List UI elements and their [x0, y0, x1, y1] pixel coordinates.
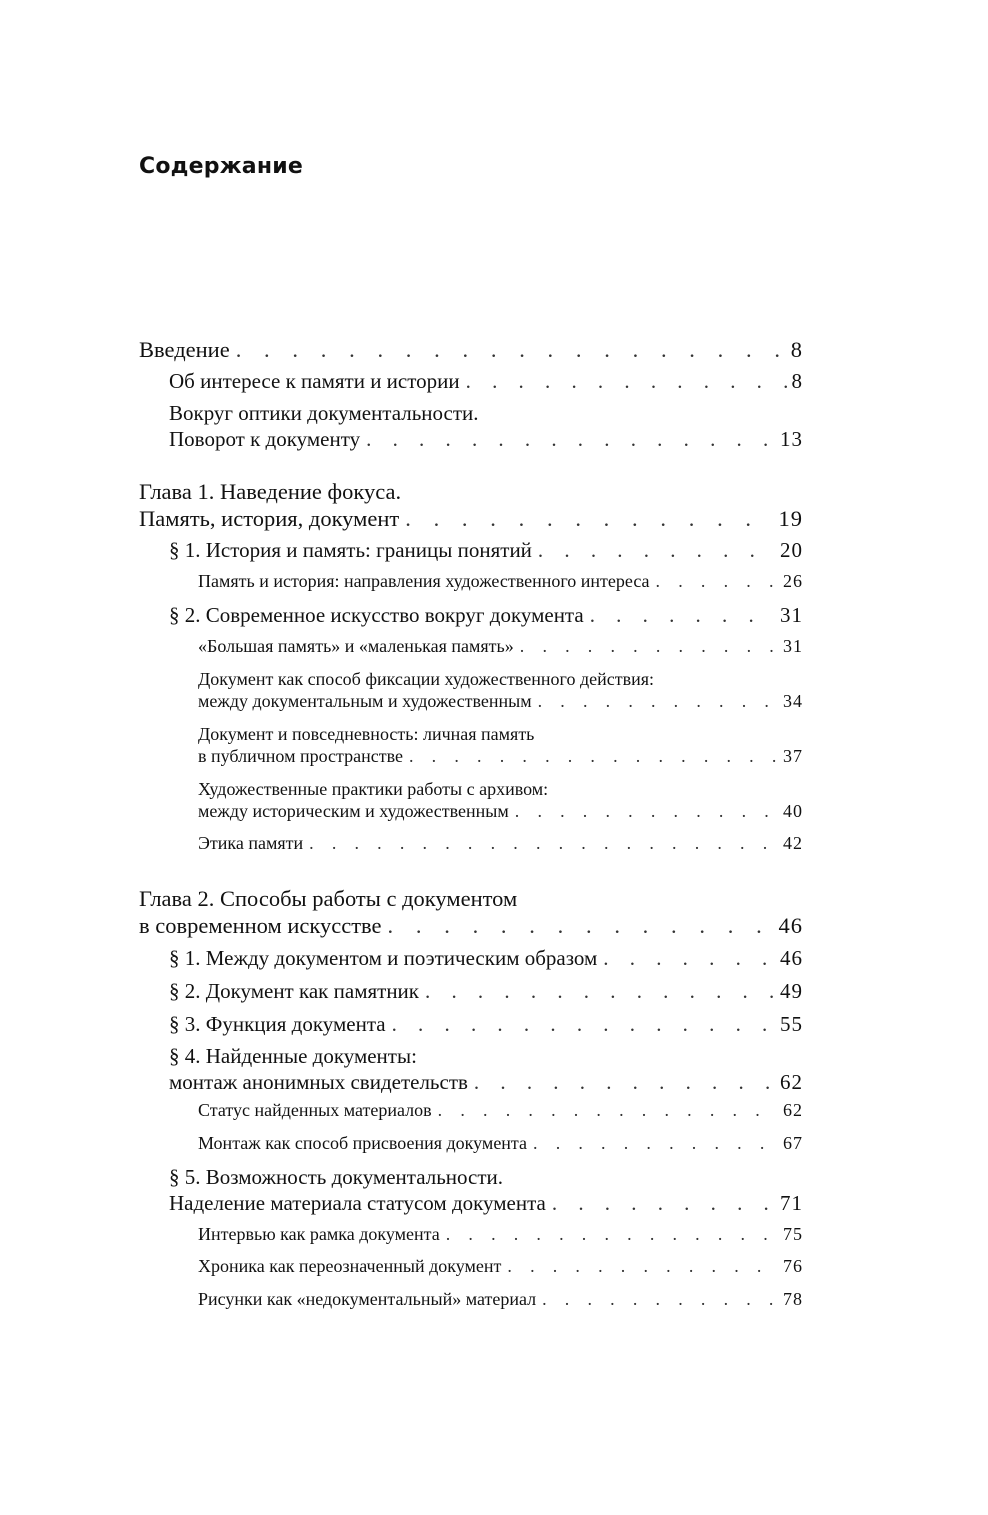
toc-page-number: 31	[780, 603, 803, 627]
toc-page-number: 46	[778, 913, 803, 939]
toc-entry-title-line: § 4. Найденные документы:	[169, 1044, 417, 1068]
toc-entry-title-line: § 5. Возможность документальности.	[169, 1165, 504, 1189]
dot-leader	[438, 1100, 779, 1122]
toc-entry-title-line: Документ и повседневность: личная память	[198, 724, 535, 744]
toc-entry-title-line: Хроника как переозначенный документ	[198, 1256, 502, 1276]
toc-entry-row	[169, 427, 803, 453]
dot-leader	[309, 833, 779, 855]
toc-page-number: 8	[791, 369, 803, 393]
toc-entry-title-line: § 2. Документ как памятник	[169, 979, 420, 1003]
toc-entry-row	[198, 636, 803, 658]
toc-entry-row	[139, 912, 803, 939]
toc-page-number: 34	[783, 690, 803, 711]
toc-entry-title-line: «Большая память» и «маленькая память»	[198, 636, 514, 656]
toc-page-number: 26	[783, 571, 803, 591]
dot-leader	[366, 427, 776, 453]
dot-leader	[409, 746, 779, 768]
toc-subsection-entry[interactable]	[198, 1224, 803, 1246]
dot-leader	[466, 369, 788, 395]
toc-page-number: 78	[783, 1289, 803, 1309]
toc-section-entry[interactable]	[169, 538, 803, 564]
toc-entry-row	[169, 1070, 803, 1096]
toc-entry-row	[198, 801, 803, 823]
dot-leader	[590, 603, 776, 629]
dot-leader	[533, 1133, 779, 1155]
dot-leader	[474, 1070, 776, 1096]
toc-entry-row	[198, 746, 803, 768]
dot-leader	[507, 1256, 779, 1278]
toc-page-number: 67	[783, 1133, 803, 1153]
toc-entry-row	[169, 946, 803, 972]
toc-page-number: 75	[783, 1224, 803, 1244]
toc-entry-title-line: Об интересе к памяти и истории	[169, 369, 460, 393]
toc-page-number: 13	[780, 426, 803, 451]
toc-entry-title-line: Поворот к документу	[169, 426, 361, 451]
toc-entry-row	[169, 369, 803, 395]
dot-leader	[656, 571, 779, 593]
toc-entry-title-line: между документальным и художественным	[198, 690, 532, 711]
toc-subsection-entry[interactable]	[198, 1256, 803, 1278]
toc-entry-row	[139, 336, 803, 363]
dot-leader	[538, 691, 779, 713]
toc-entry-title-line: Статус найденных материалов	[198, 1100, 432, 1120]
toc-entry-row	[198, 833, 803, 855]
dot-leader	[236, 336, 787, 363]
dot-leader	[446, 1224, 779, 1246]
toc-subsection-entry[interactable]	[198, 1133, 803, 1155]
toc-entry-row	[169, 979, 803, 1005]
toc-section-entry[interactable]	[169, 1044, 803, 1095]
toc-subsection-entry[interactable]	[198, 571, 803, 593]
toc-entry-row	[169, 1191, 803, 1217]
toc-entry-title-line: Документ как способ фиксации художественного действия:	[198, 669, 655, 689]
toc-entry-title-line: между историческим и художественным	[198, 800, 509, 821]
toc-page-number: 71	[780, 1190, 803, 1215]
toc-entry-row	[169, 1012, 803, 1038]
toc-entry-title-line: Память, история, документ	[139, 506, 400, 532]
toc-subsection-entry[interactable]	[198, 833, 803, 855]
toc-page-number: 62	[780, 1069, 803, 1094]
toc-entry-row	[139, 505, 803, 532]
toc-page-number: 20	[780, 538, 803, 562]
dot-leader	[520, 636, 779, 658]
toc-entry-title-line: в публичном пространстве	[198, 745, 403, 766]
toc-entry-title-line: Глава 1. Наведение фокуса.	[139, 479, 402, 504]
toc-entry-title-line: § 2. Современное искусство вокруг документа	[169, 603, 584, 627]
toc-subsection-entry[interactable]	[198, 636, 803, 658]
toc-subsection-entry[interactable]	[198, 779, 803, 823]
toc-page-number: 76	[783, 1256, 803, 1276]
toc-entry-title-line: § 3. Функция документа	[169, 1012, 386, 1036]
toc-page-number: 42	[783, 833, 803, 853]
toc-entry-row	[169, 603, 803, 629]
toc-entry-title-line: в современном искусстве	[139, 913, 382, 939]
toc-section-entry[interactable]	[169, 946, 803, 972]
toc-page-number: 19	[778, 506, 803, 532]
toc-page-number: 8	[790, 337, 803, 362]
toc-entry-row	[198, 571, 803, 593]
toc-page-number: 31	[783, 636, 803, 656]
toc-section-entry[interactable]	[169, 1165, 803, 1216]
toc-entry-title-line: Наделение материала статусом документа	[169, 1190, 546, 1215]
toc-section-entry[interactable]	[169, 603, 803, 629]
toc-entry-row	[198, 1289, 803, 1311]
toc-page-number: 55	[780, 1012, 803, 1036]
toc-entry-row	[198, 1133, 803, 1155]
toc-page-number: 37	[783, 745, 803, 766]
toc-section-entry[interactable]	[169, 1012, 803, 1038]
toc-entry-title-line: монтаж анонимных свидетельств	[169, 1069, 468, 1094]
toc-entry-title-line: § 1. Между документом и поэтическим образом	[169, 946, 598, 970]
dot-leader	[392, 1012, 776, 1038]
toc-chapter-entry[interactable]	[139, 478, 803, 533]
dot-leader	[542, 1289, 779, 1311]
toc-subsection-entry[interactable]	[198, 724, 803, 768]
toc-entry-title-line: Интервью как рамка документа	[198, 1224, 440, 1244]
dot-leader	[603, 946, 776, 972]
toc-entry-title-line: Глава 2. Способы работы с документом	[139, 886, 518, 911]
toc-subsection-entry[interactable]	[198, 1289, 803, 1311]
page-title: Содержание	[139, 154, 303, 179]
toc-chapter-entry[interactable]	[139, 885, 803, 940]
dot-leader	[425, 979, 776, 1005]
dot-leader	[552, 1191, 776, 1217]
toc-entry-title-line: Художественные практики работы с архивом:	[198, 779, 549, 799]
toc-entry-title-line: Монтаж как способ присвоения документа	[198, 1133, 528, 1153]
toc-entry-title-line: Рисунки как «недокументальный» материал	[198, 1289, 537, 1309]
toc-section-entry[interactable]	[169, 979, 803, 1005]
toc-entry-row	[198, 1224, 803, 1246]
toc-subsection-entry[interactable]	[198, 1100, 803, 1122]
toc-page-number: 40	[783, 800, 803, 821]
toc-chapter-entry[interactable]	[139, 336, 803, 363]
dot-leader	[405, 505, 774, 532]
dot-leader	[388, 912, 775, 939]
toc-entry-title-line: Память и история: направления художественного интереса	[198, 571, 650, 591]
toc-subsection-entry[interactable]	[198, 669, 803, 713]
toc-page-number: 49	[780, 979, 803, 1003]
toc-entry-title-line: Этика памяти	[198, 833, 304, 853]
toc-entry-row	[198, 1100, 803, 1122]
toc-entry-row	[198, 1256, 803, 1278]
toc-page-number: 46	[780, 946, 803, 970]
toc-section-entry[interactable]	[169, 401, 803, 452]
dot-leader	[538, 538, 776, 564]
toc-entry-title-line: Введение	[139, 337, 230, 362]
toc-entry-row	[198, 691, 803, 713]
toc-entry-title-line: Вокруг оптики документальности.	[169, 401, 479, 425]
toc-entry-row	[169, 538, 803, 564]
dot-leader	[515, 801, 779, 823]
toc-page-number: 62	[783, 1100, 803, 1120]
toc-section-entry[interactable]	[169, 369, 803, 395]
toc-entry-title-line: § 1. История и память: границы понятий	[169, 538, 532, 562]
